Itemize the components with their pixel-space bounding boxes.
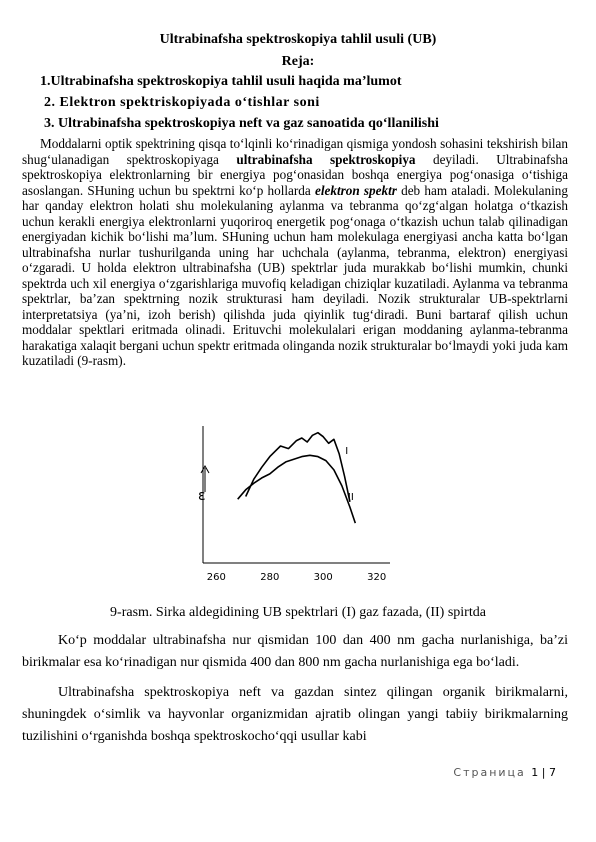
series-label: II <box>347 491 354 503</box>
x-tick-label: 260 <box>206 572 226 583</box>
series-line-2 <box>238 455 356 523</box>
paragraph-text: deb ham ataladi. Molekulaning har qanday elektron holati shu molekulaning aylanma va tebranma qo‘zg‘algan holatga o‘tkazish uchun kerakli energiya elektronlarni yuqoriroq energetik pog‘onaga o‘tkazish uchun talab qilinadigan energiyadan kichik bo‘lishi ma’lum. SHuning uchun ham molekulaga energiyasi ancha katta bo‘lgan ultrabinafsha nurlar tushurilganda uning har uchchala (aylanma, tebranma, elektron) energiyasi o‘zgaradi. U holda elektron ultrabinafsha (UB) spektrlar juda murakkab bo‘lishi mumkin, chunki spektrda uch xil energiya o‘zgarishlariga muvofiq keladigan chiziqlar kuzatiladi. Aylanma va tebranma spektrlar, ba’zan spektrning nozik strukturasi ham deyiladi. Nozik strukturalar UB-spektrlarni interpretatsiya (ya’ni, izoh berish) qilishda juda qiyinlik tug‘diradi. Buni bartaraf qilish uchun moddalar spektlari eritmada olinadi. Erituvchi molekulalari erigan moddaning aylanma-tebranma harakatiga xalaqit bergani uchun spektr eritmada olinganda nozik strukturalar bo‘lmaydi yoki juda kam kuzatiladi (9-rasm). <box>22 182 568 368</box>
series-line-1 <box>246 433 350 502</box>
page-footer <box>453 766 556 779</box>
series-label: I <box>345 445 349 457</box>
figure-caption: 9-rasm. Sirka aldegidining UB spektrlari (I) gaz fazada, (II) spirtda <box>110 605 486 620</box>
paragraph-intro <box>22 136 568 369</box>
page-number: 1 | 7 <box>531 766 556 779</box>
footer-label: Страница <box>453 766 526 779</box>
y-axis-label: ε <box>198 488 206 504</box>
body-text <box>22 630 568 748</box>
paragraph-text: deyiladi. Ultrabinafsha spektroskopiya elektronlarning bir energiya pog‘onasidan boshqa energiya pog‘onasiga o‘tishiga asoslangan. SHuning uchun bu spektrni ko‘p hollarda <box>22 151 568 198</box>
paragraph: Ultrabinafsha spektroskopiya neft va gazdan sintez qilingan organik birikmalarni, shuningdek o‘simlik va hayvonlar organizmidan ajratib olingan yangi tabiiy birikmalarning tuzilishini o‘rganishda boshqa spektroskocho‘qqi usullar kabi <box>22 685 568 744</box>
paragraph: Ko‘p moddalar ultrabinafsha nur qismidan 100 dan 400 nm gacha nurlanishiga, ba’zi birikmalar esa ko‘rinadigan nur qismida 400 dan 800 nm gacha nurlanishiga ega bo‘ladi. <box>22 633 568 670</box>
plan-item: 3. Ultrabinafsha spektroskopiya neft va gaz sanoatida qo‘llanilishi <box>44 116 439 131</box>
uv-spectrum-chart <box>185 420 405 585</box>
x-tick-label: 280 <box>260 572 280 583</box>
paragraph-italic-term: elektron spektr <box>314 182 397 198</box>
paragraph-bold-term: ultrabinafsha spektroskopiya <box>236 151 416 167</box>
document-title: Ultrabinafsha spektroskopiya tahlil usuli (UB) <box>159 32 437 47</box>
x-tick-label: 300 <box>313 572 333 583</box>
plan-item: 2. Elektron spektriskopiyada o‘tishlar soni <box>44 95 320 110</box>
x-tick-label: 320 <box>367 572 387 583</box>
plan-item: 1.Ultrabinafsha spektroskopiya tahlil usuli haqida ma’lumot <box>40 74 402 89</box>
paragraph-text: Moddalarni optik spektrining qisqa to‘lqinli ko‘rinadigan qismiga yondosh sohasini tekshirish bilan shug‘ulanadigan spektroskopiyaga <box>22 136 568 167</box>
plan-heading: Reja: <box>281 54 315 69</box>
